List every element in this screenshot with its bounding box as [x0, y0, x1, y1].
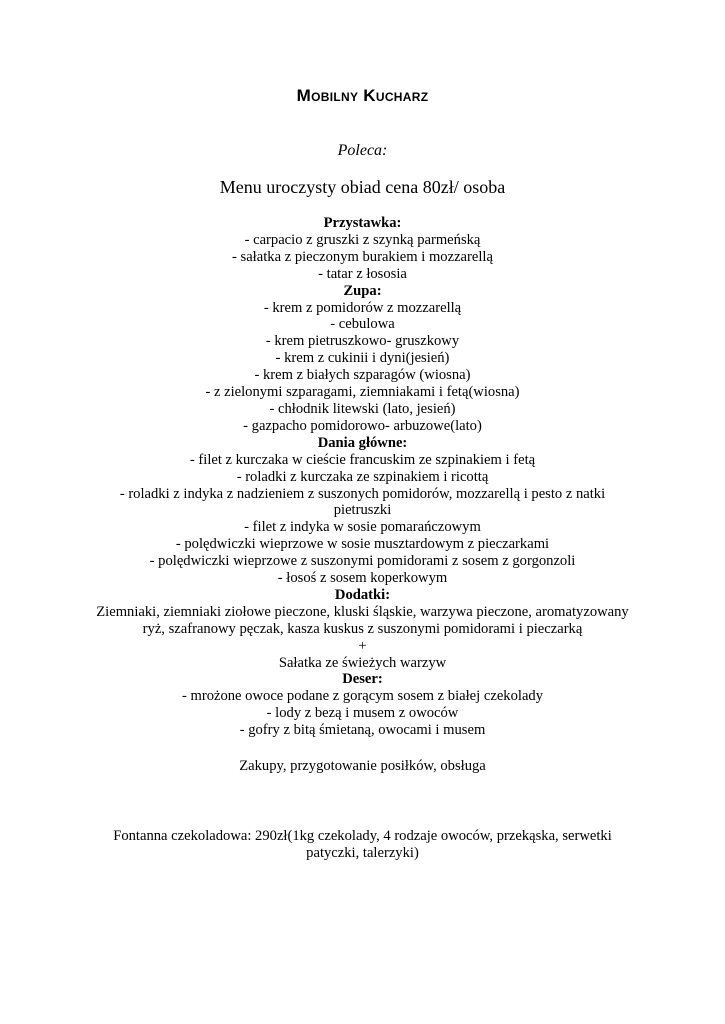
- menu-item: - krem z cukinii i dyni(jesień): [275, 350, 450, 367]
- menu-title: Menu uroczysty obiad cena 80zł/ osoba: [219, 177, 506, 197]
- menu-item: - mrożone owoce podane z gorącym sosem z białej czekolady: [181, 688, 544, 705]
- menu-item: - krem z białych szparagów (wiosna): [254, 367, 471, 384]
- menu-body: [90, 215, 635, 739]
- menu-item: - roladki z indyka z nadzieniem z suszonych pomidorów, mozzarellą i pesto z natki pietruszki: [119, 485, 606, 519]
- menu-item: - polędwiczki wieprzowe w sosie musztardowym z pieczarkami: [175, 536, 550, 553]
- menu-item: - gofry z bitą śmietaną, owocami i musem: [239, 722, 486, 739]
- menu-item: - carpacio z gruszki z szynką parmeńską: [244, 231, 481, 248]
- section-heading-dessert: Deser:: [342, 671, 383, 688]
- menu-item: - lody z bezą i musem z owoców: [266, 705, 459, 722]
- section-heading-starter: Przystawka:: [323, 215, 402, 231]
- menu-item: - filet z indyka w sosie pomarańczowym: [244, 519, 481, 536]
- chocolate-fountain-offer: Fontanna czekoladowa: 290zł(1kg czekolady, 4 rodzaje owoców, przekąska, serwetki patyczki, talerzyki): [113, 828, 612, 861]
- menu-item: - filet z kurczaka w cieście francuskim ze szpinakiem i fetą: [189, 451, 536, 468]
- menu-item: - łosoś z sosem koperkowym: [277, 570, 448, 587]
- menu-item: - polędwiczki wieprzowe z suszonymi pomidorami z sosem z gorgonzoli: [149, 553, 576, 570]
- brand-title: Mobilny Kucharz: [296, 86, 429, 105]
- services-note: Zakupy, przygotowanie posiłków, obsługa: [239, 758, 486, 774]
- menu-item: - chłodnik litewski (lato, jesień): [269, 400, 456, 417]
- menu-item: - roladki z kurczaka ze szpinakiem i ricottą: [236, 468, 489, 485]
- menu-item: - gazpacho pomidorowo- arbuzowe(lato): [243, 417, 482, 434]
- menu-item: - krem z pomidorów z mozzarellą: [263, 299, 462, 316]
- menu-item: - tatar z łososia: [318, 265, 407, 282]
- menu-item: - sałatka z pieczonym burakiem i mozzarellą: [232, 248, 493, 265]
- menu-item: Ziemniaki, ziemniaki ziołowe pieczone, kluski śląskie, warzywa pieczone, aromatyzowany ryż, szafranowy pęczak, kasza kuskus z suszonymi pomidorami i pieczarką: [96, 603, 629, 637]
- section-heading-soup: Zupa:: [343, 282, 382, 299]
- section-heading-main-courses: Dania główne:: [317, 434, 408, 451]
- recommends-label: Poleca:: [337, 142, 388, 159]
- section-heading-sides: Dodatki:: [334, 586, 391, 603]
- menu-item: - z zielonymi szparagami, ziemniakami i fetą(wiosna): [205, 384, 520, 401]
- menu-item: - cebulowa: [330, 316, 395, 333]
- menu-item-plus: +: [358, 637, 367, 654]
- menu-item: - krem pietruszkowo- gruszkowy: [265, 333, 460, 350]
- menu-item: Sałatka ze świeżych warzyw: [278, 654, 447, 671]
